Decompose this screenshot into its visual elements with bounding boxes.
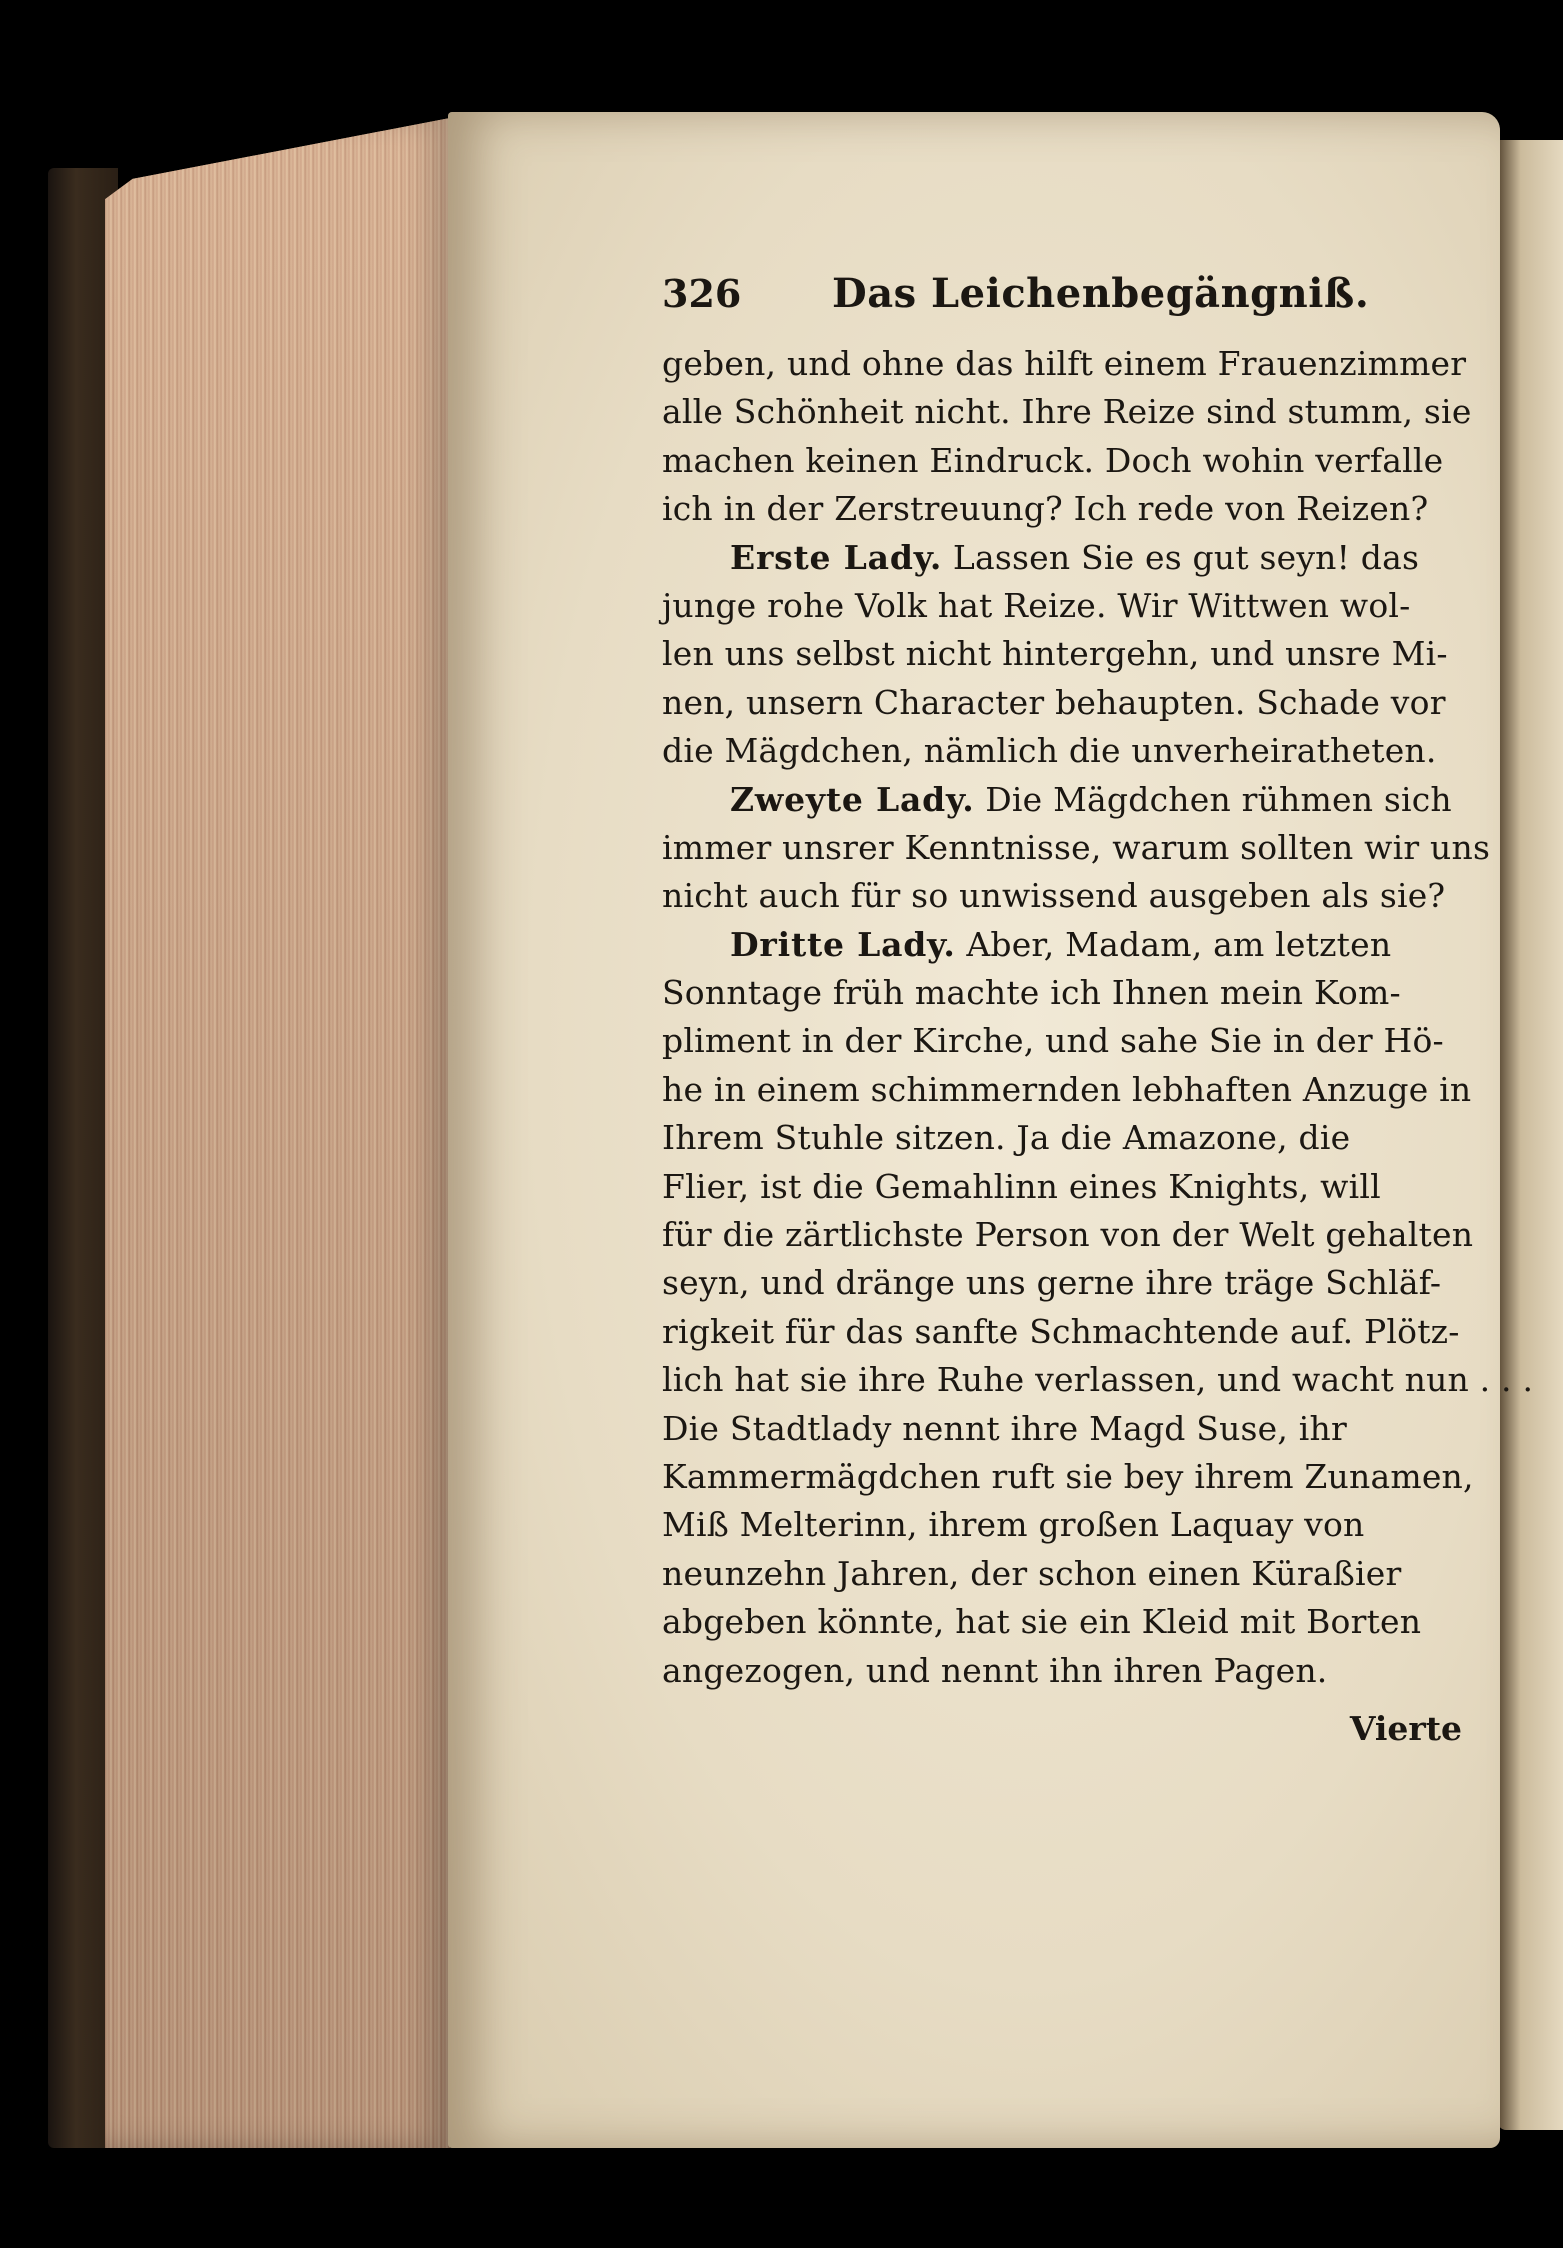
catchword-row <box>662 1703 1462 1755</box>
line-text: die Mägdchen, nämlich die unverheiratheten. <box>662 731 1437 771</box>
text-line <box>662 534 1462 582</box>
line-text: Lassen Sie es gut seyn! das <box>942 537 1420 577</box>
text-line <box>662 727 1462 775</box>
text-line <box>662 1163 1462 1211</box>
line-text: he in einem schimmernden lebhaften Anzuge in <box>662 1069 1472 1109</box>
text-line <box>662 1598 1462 1646</box>
text-line <box>662 485 1462 533</box>
line-text: Miß Melterinn, ihrem großen Laquay von <box>662 1505 1365 1545</box>
text-line <box>662 437 1462 485</box>
text-line <box>662 1356 1534 1404</box>
page-edges <box>105 118 450 2148</box>
line-text: Die Mägdchen rühmen sich <box>974 779 1452 819</box>
line-text: neunzehn Jahren, der schon einen Küraßier <box>662 1553 1402 1593</box>
text-line <box>662 388 1472 436</box>
text-line <box>662 824 1491 872</box>
text-line <box>662 1017 1462 1065</box>
line-text: ich in der Zerstreuung? Ich rede von Reizen? <box>662 489 1429 529</box>
speaker-name: Erste Lady. <box>730 537 943 577</box>
text-line <box>662 679 1462 727</box>
line-text: geben, und ohne das hilft einem Frauenzimmer <box>662 344 1467 383</box>
text-line <box>662 582 1462 630</box>
line-text: len uns selbst nicht hintergehn, und unsre Mi- <box>662 634 1448 674</box>
text-line <box>662 1114 1462 1162</box>
line-text: alle Schönheit nicht. Ihre Reize sind stumm, sie <box>662 392 1472 432</box>
text-line <box>662 630 1462 678</box>
line-text: für die zärtlichste Person von der Welt gehalten <box>662 1215 1474 1255</box>
line-text: Ihrem Stuhle sitzen. Ja die Amazone, die <box>662 1118 1351 1158</box>
line-text: seyn, und dränge uns gerne ihre träge Schläf- <box>662 1263 1442 1303</box>
line-text: machen keinen Eindruck. Doch wohin verfalle <box>662 440 1444 480</box>
page-header <box>662 270 1462 340</box>
catchword: Vierte <box>1349 1708 1462 1748</box>
text-line <box>662 1501 1462 1549</box>
line-text: lich hat sie ihre Ruhe verlassen, und wacht nun . . . <box>662 1360 1534 1400</box>
line-text: Sonntage früh machte ich Ihnen mein Kom- <box>662 973 1401 1013</box>
text-line <box>662 969 1462 1017</box>
line-text: rigkeit für das sanfte Schmachtende auf. Plötz- <box>662 1311 1460 1351</box>
text-line <box>662 872 1462 920</box>
line-text: Aber, Madam, am letzten <box>955 924 1392 964</box>
line-text: abgeben könnte, hat sie ein Kleid mit Borten <box>662 1602 1422 1642</box>
line-text: angezogen, und nennt ihn ihren Pagen. <box>662 1650 1328 1690</box>
text-line <box>662 776 1462 824</box>
page-number: 326 <box>662 271 742 316</box>
line-text: nicht auch für so unwissend ausgeben als sie? <box>662 876 1446 916</box>
line-text: nen, unsern Character behaupten. Schade vor <box>662 682 1446 722</box>
facing-page-edge <box>1498 140 1563 2130</box>
line-text: junge rohe Volk hat Reize. Wir Wittwen wol- <box>662 585 1411 625</box>
text-line <box>662 1308 1462 1356</box>
text-line <box>662 1550 1462 1598</box>
line-text: Kammermägdchen ruft sie bey ihrem Zunamen, <box>662 1456 1474 1496</box>
text-line <box>662 1405 1462 1453</box>
text-line <box>662 1453 1474 1501</box>
line-text: immer unsrer Kenntnisse, warum sollten wir uns <box>662 827 1491 867</box>
speaker-name: Dritte Lady. <box>730 924 956 964</box>
text-line <box>662 1259 1462 1307</box>
text-line <box>662 1647 1462 1695</box>
body-text <box>662 340 1534 1695</box>
text-line <box>662 1211 1474 1259</box>
text-line <box>662 340 1467 388</box>
speaker-name: Zweyte Lady. <box>730 779 975 819</box>
text-line <box>662 921 1462 969</box>
running-title: Das Leichenbegängniß. <box>832 270 1370 317</box>
page-text <box>662 270 1534 1755</box>
line-text: Die Stadtlady nennt ihre Magd Suse, ihr <box>662 1408 1347 1448</box>
line-text: Flier, ist die Gemahlinn eines Knights, will <box>662 1166 1381 1206</box>
text-line <box>662 1066 1472 1114</box>
line-text: pliment in der Kirche, und sahe Sie in der Hö- <box>662 1021 1444 1061</box>
